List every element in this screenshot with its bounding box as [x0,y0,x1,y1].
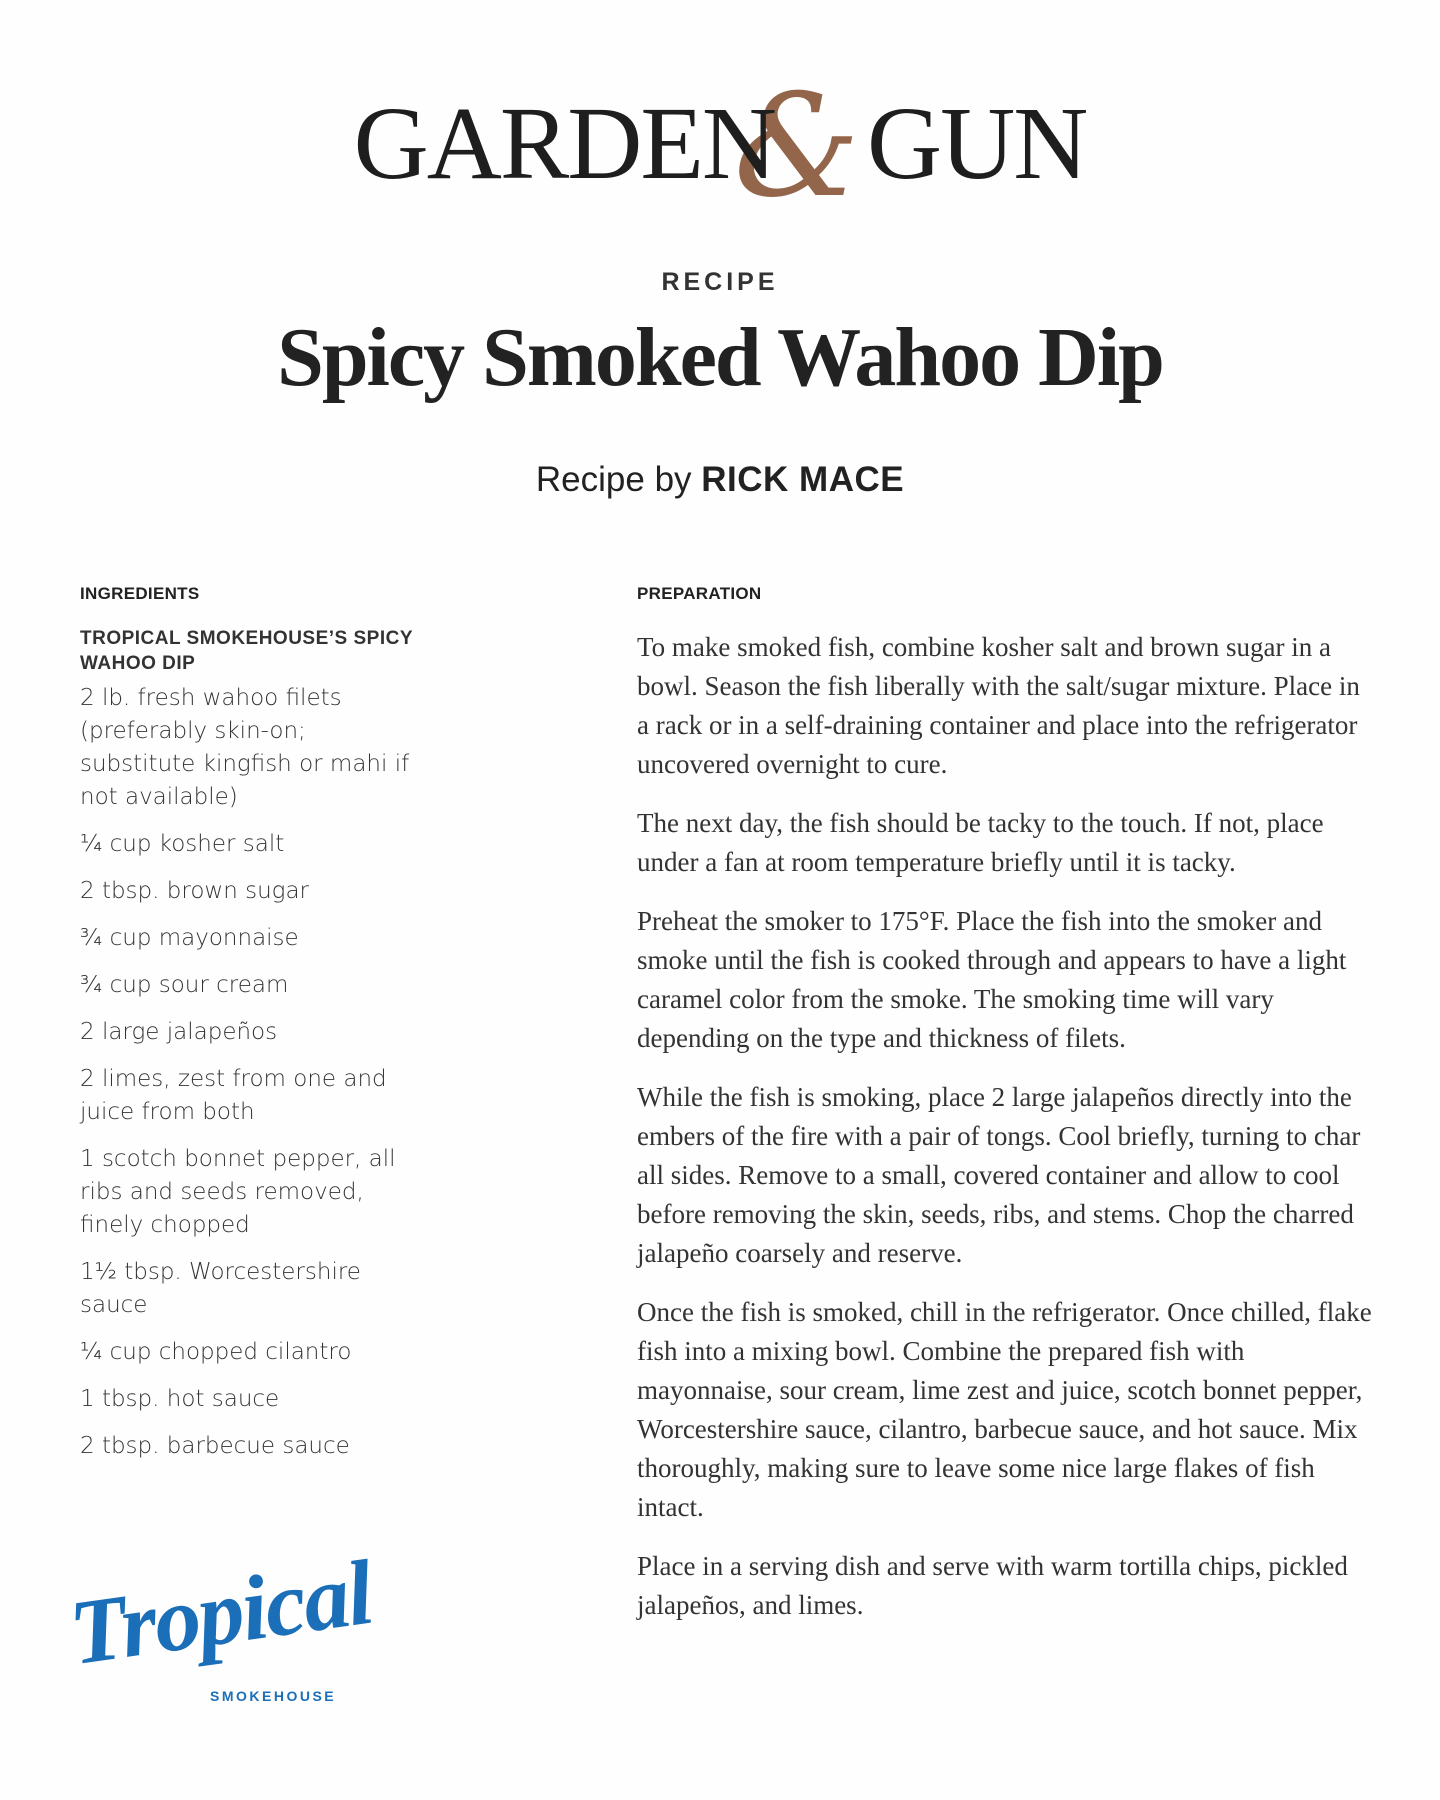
ingredients-list [80,682,420,1463]
ingredient-item: ¼ cup kosher salt [80,831,285,857]
logo-small-text: SMOKEHOUSE [210,1688,337,1704]
logo-script-text: Tropical [63,1540,378,1685]
ingredient-item: 1½ tbsp. Worcestershire sauce [80,1259,361,1318]
preparation-step: Place in a serving dish and serve with warm tortilla chips, pickled jalapeños, and limes. [637,1551,1348,1620]
byline-prefix: Recipe by [535,460,702,499]
preparation-column [637,584,1377,1645]
ingredient-item: 1 scotch bonnet pepper, all ribs and seeds removed, finely chopped [80,1146,396,1238]
ingredient-item: ¼ cup chopped cilantro [80,1339,352,1365]
ingredient-item: 2 limes, zest from one and juice from both [80,1066,387,1125]
masthead-right-word: GUN [867,86,1087,201]
byline [0,460,1440,500]
byline-author: RICK MACE [701,460,905,499]
preparation-step: Preheat the smoker to 175°F. Place the fish into the smoker and smoke until the fish is cooked through and appears to have a light caramel color from the smoke. The smoking time will vary depending on the type and thickness of filets. [637,906,1347,1053]
garden-and-gun-wordmark [353,64,1087,229]
ingredients-heading: INGREDIENTS [80,584,200,603]
preparation-step: Once the fish is smoked, chill in the refrigerator. Once chilled, flake fish into a mixing bowl. Combine the prepared fish with mayonnaise, sour cream, lime zest and juice, scotch bonnet pepper, Worcestershire sauce, cilantro, barbecue sauce, and hot sauce. Mix thoroughly, making sure to leave some nice large flakes of fish intact. [637,1297,1372,1522]
preparation-heading: PREPARATION [637,584,762,603]
preparation-step: To make smoked fish, combine kosher salt and brown sugar in a bowl. Season the fish liberally with the salt/sugar mixture. Place in a rack or in a self-draining container and place into the refrigerator uncovered overnight to cure. [637,632,1360,779]
ingredient-item: ¾ cup sour cream [80,972,289,998]
preparation-step: The next day, the fish should be tacky to the touch. If not, place under a fan at room temperature briefly until it is tacky. [637,808,1324,877]
preparation-step: While the fish is smoking, place 2 large jalapeños directly into the embers of the fire with a pair of tongs. Cool briefly, turning to char all sides. Remove to a small, covered container and allow to cool before removing the skin, seeds, ribs, and stems. Chop the charred jalapeño coarsely and reserve. [637,1082,1361,1268]
ingredient-item: 2 tbsp. barbecue sauce [80,1433,350,1459]
masthead-left-word: GARDEN [353,86,775,201]
recipe-title: Spicy Smoked Wahoo Dip [277,311,1163,404]
ingredient-item: 2 lb. fresh wahoo filets (preferably skin-on; substitute kingfish or mahi if not available) [80,685,410,810]
ampersand-mark: & [733,64,861,229]
ingredients-subheading: TROPICAL SMOKEHOUSE’S SPICY WAHOO DIP [80,628,413,674]
ingredients-column [80,584,420,1477]
preparation-steps [637,628,1377,1625]
section-kicker: RECIPE [661,268,779,296]
masthead-logo [0,64,1440,229]
tropical-smokehouse-logo [63,1540,378,1730]
ingredient-item: 2 tbsp. brown sugar [80,878,310,904]
ingredient-item: 1 tbsp. hot sauce [80,1386,280,1412]
ingredient-item: 2 large jalapeños [80,1019,278,1045]
ingredient-item: ¾ cup mayonnaise [80,925,299,951]
